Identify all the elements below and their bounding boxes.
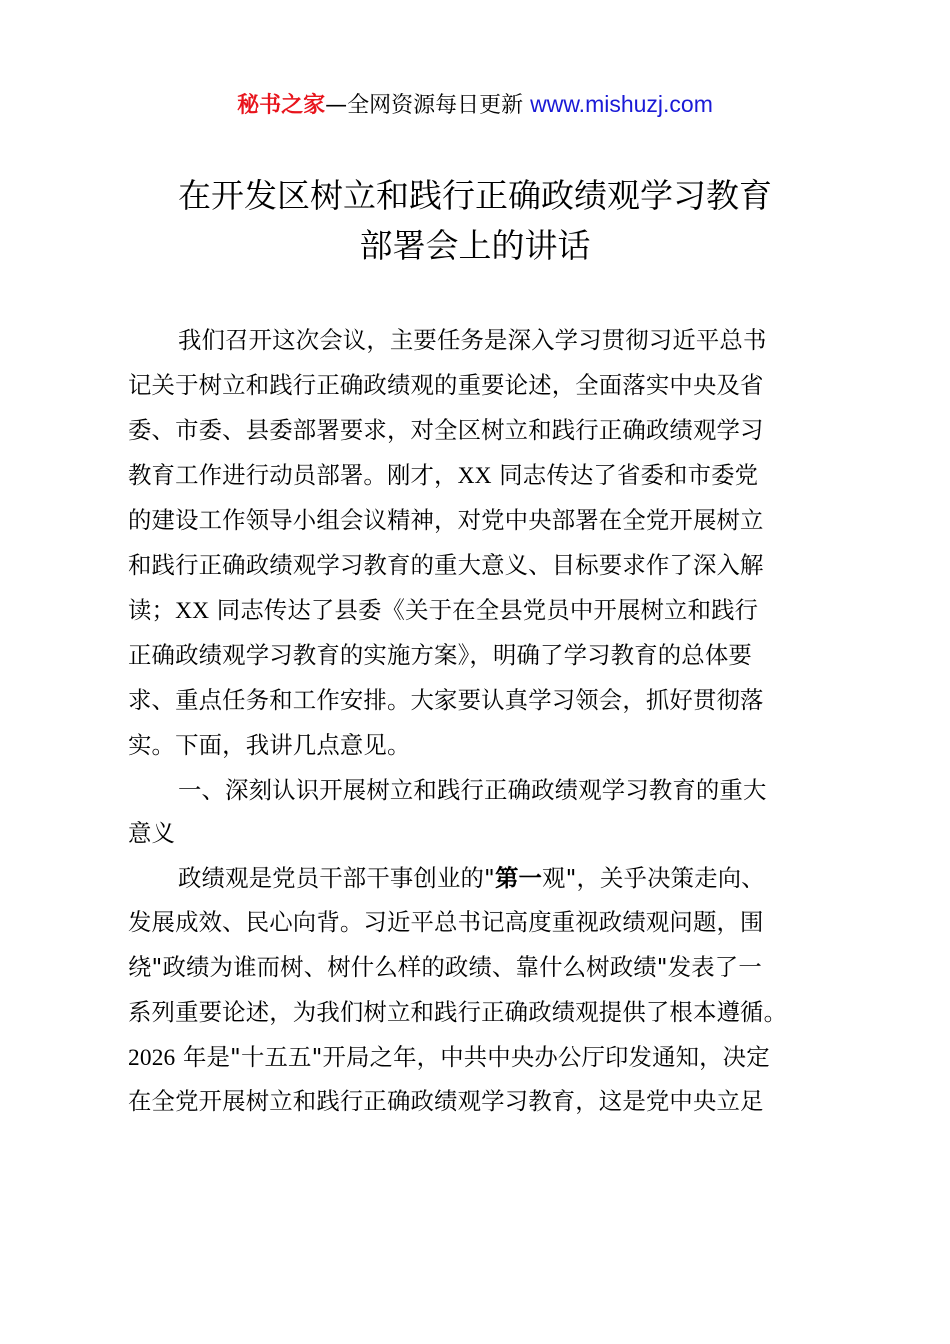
paragraph-line: 实。下面，我讲几点意见。 <box>128 731 411 759</box>
paragraph-line: 正确政绩观学习教育的实施方案》，明确了学习教育的总体要 <box>128 641 752 669</box>
paragraph-line: 我们召开这次会议，主要任务是深入学习贯彻习近平总书 <box>178 326 767 354</box>
paragraph-line: 发展成效、民心向背。习近平总书记高度重视政绩观问题，围 <box>128 908 764 936</box>
text-segment: 同志传达了县委《关于在全县党员中开展树立和践行 <box>209 596 759 624</box>
document-title-line-1: 在开发区树立和践行正确政绩观学习教育 <box>178 176 772 215</box>
paragraph-line: 委、市委、县委部署要求，对全区树立和践行正确政绩观学习 <box>128 416 764 444</box>
paragraph-line: 记关于树立和践行正确政绩观的重要论述，全面落实中央及省 <box>128 371 764 399</box>
paragraph-line <box>128 460 758 491</box>
paragraph-line <box>128 863 765 893</box>
paragraph-line: 和践行正确政绩观学习教育的重大意义、目标要求作了深入解 <box>128 551 764 579</box>
text-segment: 政绩观是党员干部干事创业的" <box>178 864 495 892</box>
paragraph-line: 在全党开展树立和践行正确政绩观学习教育，这是党中央立足 <box>128 1087 764 1115</box>
text-segment: XX <box>175 598 210 624</box>
text-segment: XX <box>457 463 492 489</box>
section-heading-line: 意义 <box>128 819 176 847</box>
bold-text-segment: 第一 <box>494 864 543 892</box>
paragraph-line <box>128 1042 770 1073</box>
paragraph-line: 系列重要论述，为我们树立和践行正确政绩观提供了根本遵循。 <box>128 998 788 1026</box>
section-heading-line: 一、深刻认识开展树立和践行正确政绩观学习教育的重大 <box>178 776 767 804</box>
banner-slogan: —全网资源每日更新 <box>325 93 531 118</box>
paragraph-line: 绕"政绩为谁而树、树什么样的政绩、靠什么树政绩"发表了一 <box>128 953 762 981</box>
text-segment: 读； <box>128 596 176 624</box>
text-segment: 年是"十五五"开局之年，中共中央办公厅印发通知，决定 <box>175 1043 770 1071</box>
text-segment: 观"，关乎决策走向、 <box>542 864 765 892</box>
paragraph-line: 求、重点任务和工作安排。大家要认真学习领会，抓好贯彻落 <box>128 686 764 714</box>
text-segment: 2026 <box>128 1045 176 1071</box>
paragraph-line <box>128 595 758 626</box>
site-url-link[interactable]: www.mishuzj.com <box>530 91 713 117</box>
site-banner <box>0 88 950 122</box>
brand-name: 秘书之家 <box>237 93 326 118</box>
paragraph-line: 的建设工作领导小组会议精神，对党中央部署在全党开展树立 <box>128 506 764 534</box>
document-title-line-2: 部署会上的讲话 <box>359 226 591 265</box>
text-segment: 同志传达了省委和市委党 <box>491 461 759 489</box>
text-segment: 教育工作进行动员部署。刚才， <box>128 461 458 489</box>
